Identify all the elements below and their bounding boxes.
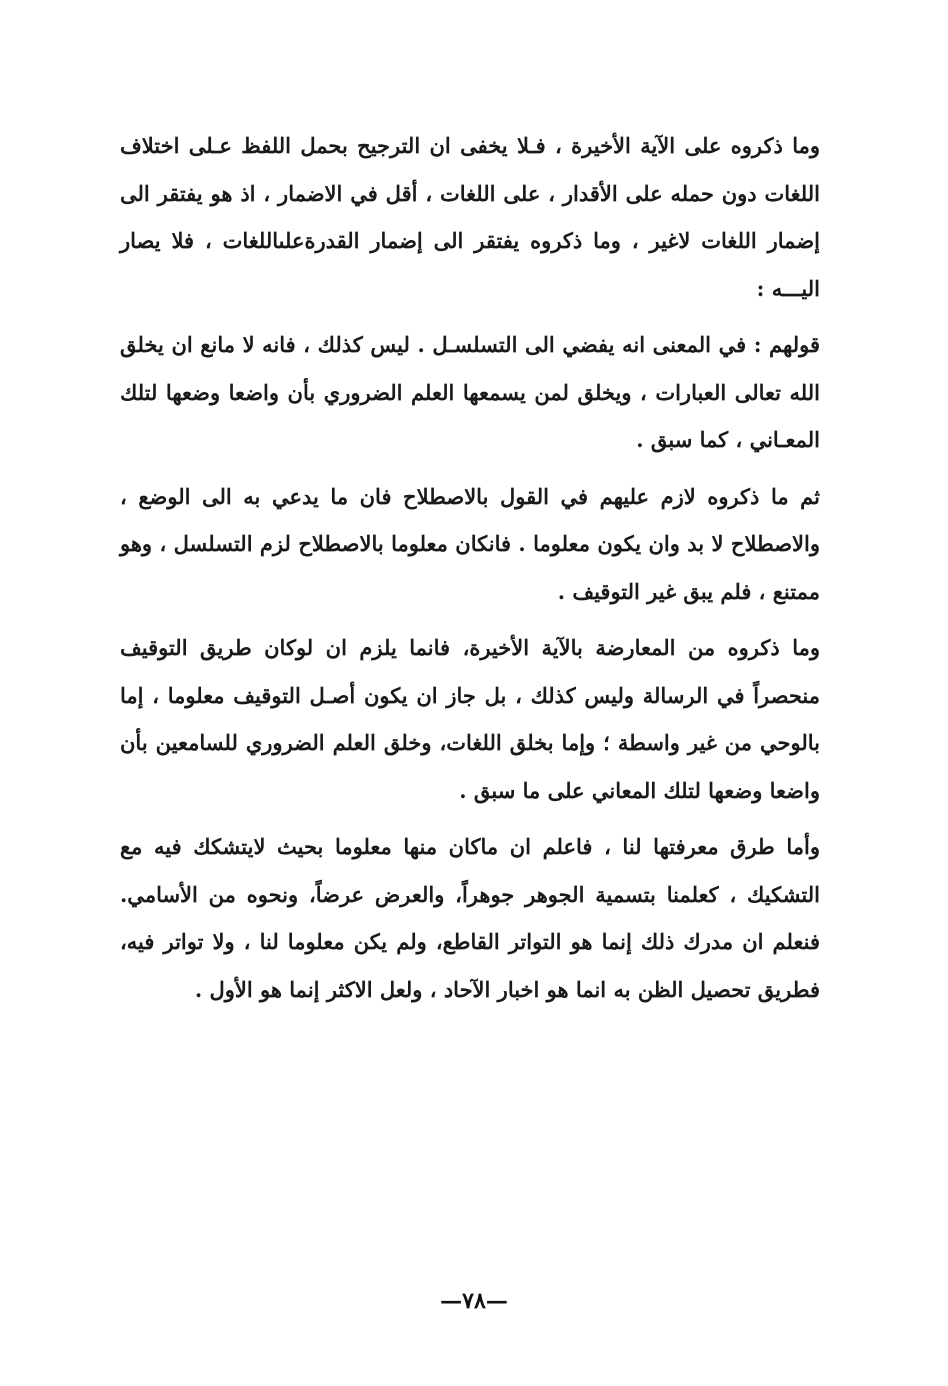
paragraph-3: ثم ما ذكروه لازم عليهم في القول بالاصطلاح فان ما يدعي به الى الوضع ، والاصطلاح لا بد وان يكون معلوما . فانكان معلوما بالاصطلاح لزم التسلسل ، وهو ممتنع ، فلم يبق غير التوقيف . — [120, 483, 820, 604]
paragraph-1: وما ذكروه على الآية الأخيرة ، فـلا يخفى ان الترجيح بحمل اللفظ عـلى اختلاف اللغات دون حمله على الأقدار ، على اللغات ، أقل في الاضمار ، اذ هو يفتقر الى إضمار اللغات لاغير ، وما ذكروه يفتقر الى إضمار القدرةعلىاللغات ، فلا يصار اليـــه : — [120, 133, 820, 301]
paragraph-5: وأما طرق معرفتها لنا ، فاعلم ان ماكان منها معلوما بحيث لايتشكك فيه مع التشكيك ، كعلمنا بتسمية الجوهر جوهراً، والعرض عرضاً، ونحوه من الأسامي. فنعلم ان مدرك ذلك إنما هو التواتر القاطع، ولم يكن معلوما لنا ، ولا تواتر فيه، فطريق تحصيل الظن به انما هو اخبار الآحاد ، ولعل الاكثر إنما هو الأول . — [120, 834, 820, 1002]
paragraph-2: قولهم : في المعنى انه يفضي الى التسلسـل . ليس كذلك ، فانه لا مانع ان يخلق الله تعالى العبارات ، ويخلق لمن يسمعها العلم الضروري بأن واضعا وضعها لتلك المعـاني ، كما سبق . — [120, 332, 820, 452]
body-text — [120, 122, 820, 1022]
paragraph-4: وما ذكروه من المعارضة بالآية الأخيرة، فانما يلزم ان لوكان طريق التوقيف منحصراً في الرسالة وليس كذلك ، بل جاز ان يكون أصـل التوقيف معلوما ، إما بالوحي من غير واسطة ؛ وإما بخلق اللغات، وخلق العلم الضروري للسامعين بأن واضعا وضعها لتلك المعاني على ما سبق . — [120, 635, 820, 803]
page-number: —٧٨— — [440, 1288, 508, 1314]
